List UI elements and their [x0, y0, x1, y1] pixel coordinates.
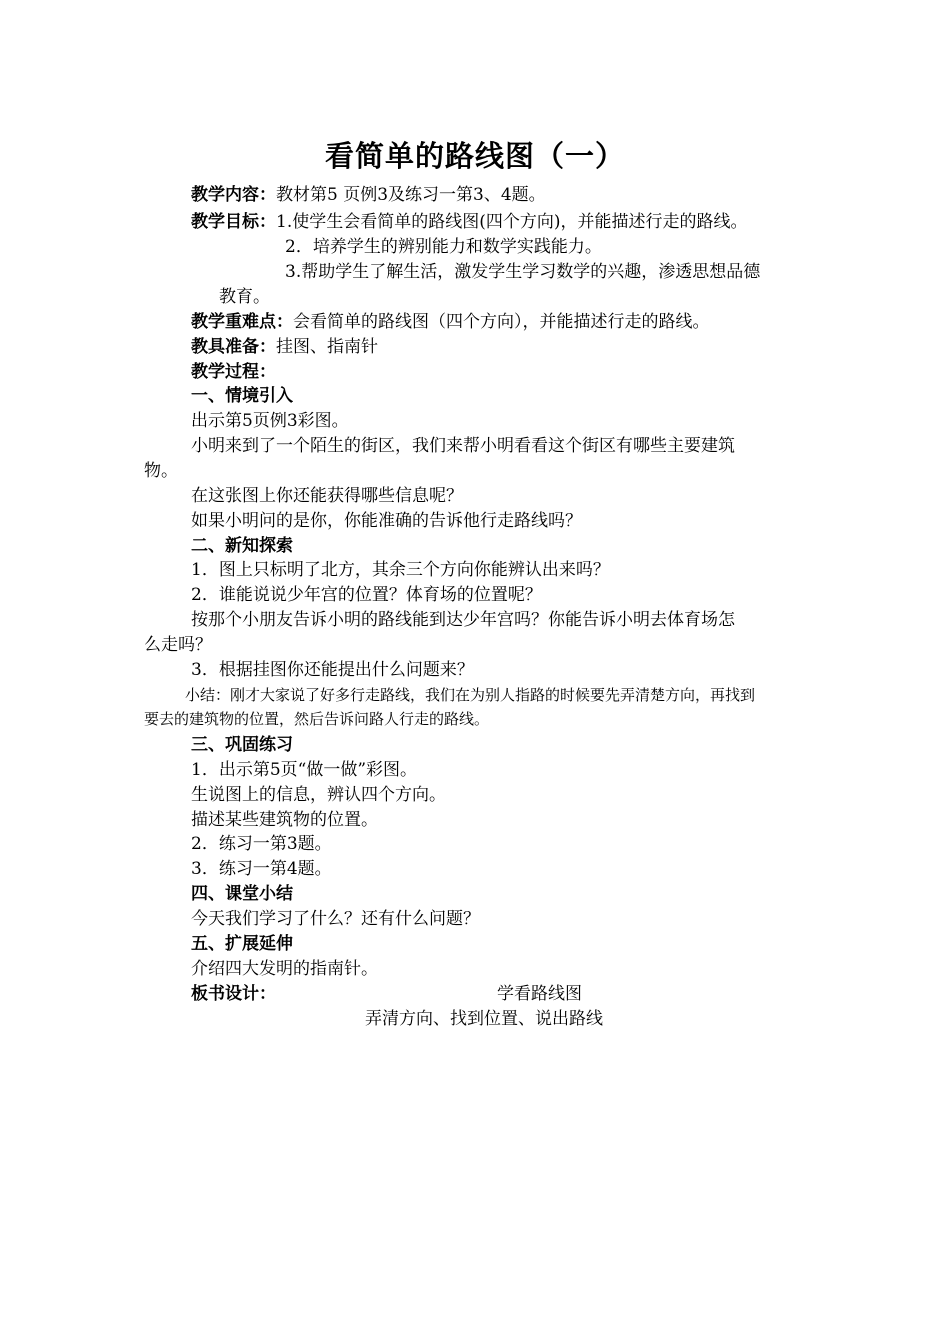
- tools-text: 挂图、指南针: [276, 337, 378, 357]
- section2-line3a: 按那个小朋友告诉小明的路线能到达少年宫吗？你能告诉小明去体育场怎: [191, 610, 735, 630]
- section2-heading: 二、新知探索: [191, 536, 293, 556]
- board-label: 板书设计：: [191, 984, 276, 1004]
- objective-3a: 3.帮助学生了解生活，激发学生学习数学的兴趣，渗透思想品德: [285, 262, 761, 282]
- section4-line1: 今天我们学习了什么？还有什么问题？: [191, 909, 480, 929]
- objective-1: 1.使学生会看简单的路线图(四个方向)，并能描述行走的路线。: [276, 212, 748, 232]
- section2-line3b: 么走吗？: [144, 635, 212, 655]
- objectives-label: 教学目标：: [191, 212, 276, 232]
- section2-summary-b: 要去的建筑物的位置，然后告诉问路人行走的路线。: [144, 710, 490, 728]
- content-text: 教材第5 页例3及练习一第3、4题。: [276, 185, 546, 205]
- content-line: [191, 183, 546, 207]
- section3-line5: 3．练习一第4题。: [191, 859, 332, 879]
- tools-label: 教具准备：: [191, 337, 276, 357]
- section2-line2: 2．谁能说说少年宫的位置？体育场的位置呢？: [191, 585, 542, 605]
- section2-line4: 3．根据挂图你还能提出什么问题来？: [191, 660, 474, 680]
- section1-line2b: 物。: [144, 461, 178, 481]
- section1-line3: 在这张图上你还能获得哪些信息呢？: [191, 486, 463, 506]
- section2-line1: 1．图上只标明了北方，其余三个方向你能辨认出来吗？: [191, 560, 610, 580]
- section1-line2a: 小明来到了一个陌生的街区，我们来帮小明看看这个街区有哪些主要建筑: [191, 436, 735, 456]
- section1-line4: 如果小明问的是你，你能准确的告诉他行走路线吗？: [191, 511, 582, 531]
- section4-heading: 四、课堂小结: [191, 884, 293, 904]
- section3-line4: 2．练习一第3题。: [191, 834, 332, 854]
- section1-line1: 出示第5页例3彩图。: [191, 411, 349, 431]
- section3-line2: 生说图上的信息，辨认四个方向。: [191, 785, 446, 805]
- objective-3b: 教育。: [219, 287, 270, 307]
- page-title: 看简单的路线图（一）: [324, 139, 625, 173]
- objectives-line: [191, 210, 747, 234]
- section3-heading: 三、巩固练习: [191, 735, 293, 755]
- objective-2: 2．培养学生的辨别能力和数学实践能力。: [285, 237, 602, 257]
- key-points-label: 教学重难点：: [191, 312, 293, 332]
- board-title: 学看路线图: [497, 984, 582, 1004]
- section3-line3: 描述某些建筑物的位置。: [191, 810, 378, 830]
- section3-line1: 1．出示第5页“做一做”彩图。: [191, 760, 418, 780]
- key-points-text: 会看简单的路线图（四个方向），并能描述行走的路线。: [293, 312, 710, 332]
- process-label: 教学过程：: [191, 362, 276, 382]
- tools-line: [191, 335, 378, 359]
- content-label: 教学内容：: [191, 185, 276, 205]
- section5-line1: 介绍四大发明的指南针。: [191, 959, 378, 979]
- board-subtitle: 弄清方向、找到位置、说出路线: [365, 1009, 603, 1029]
- section2-summary-a: 小结：刚才大家说了好多行走路线，我们在为别人指路的时候要先弄清楚方向，再找到: [185, 686, 756, 704]
- section1-heading: 一、情境引入: [191, 386, 293, 406]
- section5-heading: 五、扩展延伸: [191, 934, 293, 954]
- key-points-line: [191, 310, 710, 334]
